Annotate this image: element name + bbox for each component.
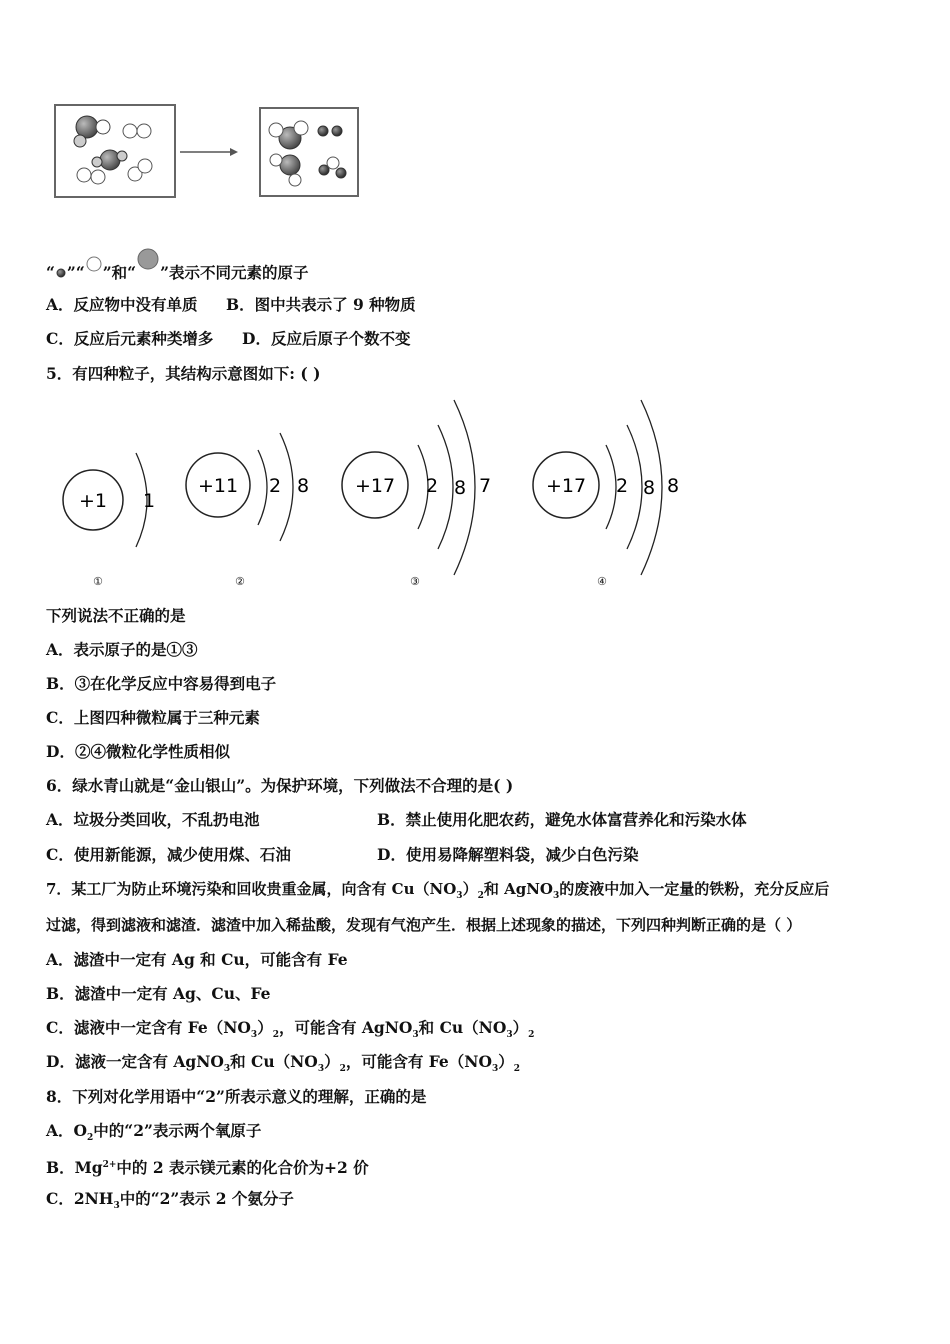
particle-2 — [186, 433, 309, 541]
atomic-structure-diagrams — [40, 395, 720, 595]
particle-3-shell-1: 2 — [425, 475, 439, 497]
particle-3 — [342, 400, 491, 575]
q8-option-b: B．$Mg^{2+}$中的 2 表示镁元素的化合价为+2 价 — [46, 1158, 369, 1178]
q6-option-c: C．使用新能源，减少使用煤、石油 — [46, 845, 291, 864]
particle-label-3: ③ — [410, 575, 420, 588]
q8-option-a: A．$O_2$中的“2”表示两个氧原子 — [46, 1121, 262, 1144]
reaction-diagram — [50, 100, 370, 205]
large-grey-atom-icon — [136, 248, 160, 270]
reactants-box — [55, 105, 175, 197]
white-atom-icon — [85, 256, 103, 272]
particle-label-4: ④ — [597, 575, 607, 588]
q7-option-d: D．滤液一定含有 AgNO$_3$和 $Cu(NO_3)_2$，可能含有 $Fe(NO_3)_2$ — [46, 1052, 521, 1075]
q4-option-c: C．反应后元素种类增多 — [46, 329, 214, 348]
particle-1 — [63, 453, 155, 547]
particle-2-nucleus: +11 — [197, 475, 239, 497]
q6-option-d: D．使用易降解塑料袋，减少白色污染 — [377, 845, 639, 864]
q7-option-b: B．滤渣中一定有 Ag、Cu、Fe — [46, 984, 271, 1003]
particle-2-shell-2: 8 — [296, 475, 310, 497]
q5-option-c: C．上图四种微粒属于三种元素 — [46, 708, 260, 727]
q7-option-c: C．滤液中一定含有 $Fe(NO_3)_2$，可能含有 AgNO$_3$和 $Cu(NO_3)_2$ — [46, 1018, 535, 1041]
particle-3-shell-3: 7 — [478, 475, 492, 497]
particle-1-shell-1: 1 — [142, 490, 156, 512]
q8-stem: 8．下列对化学用语中“2”所表示意义的理解，正确的是 — [46, 1087, 427, 1106]
particle-3-shell-2: 8 — [453, 477, 467, 499]
particle-4-nucleus: +17 — [545, 475, 587, 497]
reaction-arrow — [180, 148, 238, 156]
q4-option-b: B．图中共表示了 9 种物质 — [226, 295, 416, 314]
q4-option-d: D．反应后原子个数不变 — [242, 329, 411, 348]
q5-option-a: A．表示原子的是①③ — [46, 640, 198, 659]
q5-prompt: 下列说法不正确的是 — [46, 606, 186, 625]
q7-option-a: A．滤渣中一定有 Ag 和 Cu，可能含有 Fe — [46, 950, 348, 969]
small-dark-atom-icon — [55, 268, 67, 278]
atom-legend: “ ”“ ”和“ ”表示不同元素的原子 — [46, 248, 309, 283]
q6-stem: 6．绿水青山就是“金山银山”。为保护环境，下列做法不合理的是( ) — [46, 776, 514, 795]
q6-option-a: A．垃圾分类回收，不乱扔电池 — [46, 810, 260, 829]
q8-option-c: C．$2NH_3$中的“2”表示 2 个氨分子 — [46, 1189, 294, 1212]
q7-stem-line-1: 7．某工厂为防止环境污染和回收贵重金属，向含有 $Cu(NO_3)_2$和 AgNO$_3$的废液中加入一定量的铁粉，充分反应后 — [46, 880, 830, 901]
particle-3-nucleus: +17 — [354, 475, 396, 497]
particle-4-shell-1: 2 — [615, 475, 629, 497]
particle-4-shell-3: 8 — [666, 475, 680, 497]
particle-label-2: ② — [235, 575, 245, 588]
q5-option-b: B．③在化学反应中容易得到电子 — [46, 674, 277, 693]
particle-2-shell-1: 2 — [268, 475, 282, 497]
particle-1-nucleus: +1 — [78, 490, 108, 512]
particle-4-shell-2: 8 — [642, 477, 656, 499]
products-box — [260, 108, 358, 196]
q7-stem-line-2: 过滤，得到滤液和滤渣．滤渣中加入稀盐酸，发现有气泡产生．根据上述现象的描述，下列四种判断正确的是（ ） — [46, 916, 802, 934]
q5-option-d: D．②④微粒化学性质相似 — [46, 742, 230, 761]
q4-option-a: A．反应物中没有单质 — [46, 295, 198, 314]
particle-4 — [533, 400, 679, 575]
q6-option-b: B．禁止使用化肥农药，避免水体富营养化和污染水体 — [377, 810, 747, 829]
q5-stem: 5．有四种粒子，其结构示意图如下: ( ) — [46, 364, 321, 383]
particle-label-1: ① — [93, 575, 103, 588]
